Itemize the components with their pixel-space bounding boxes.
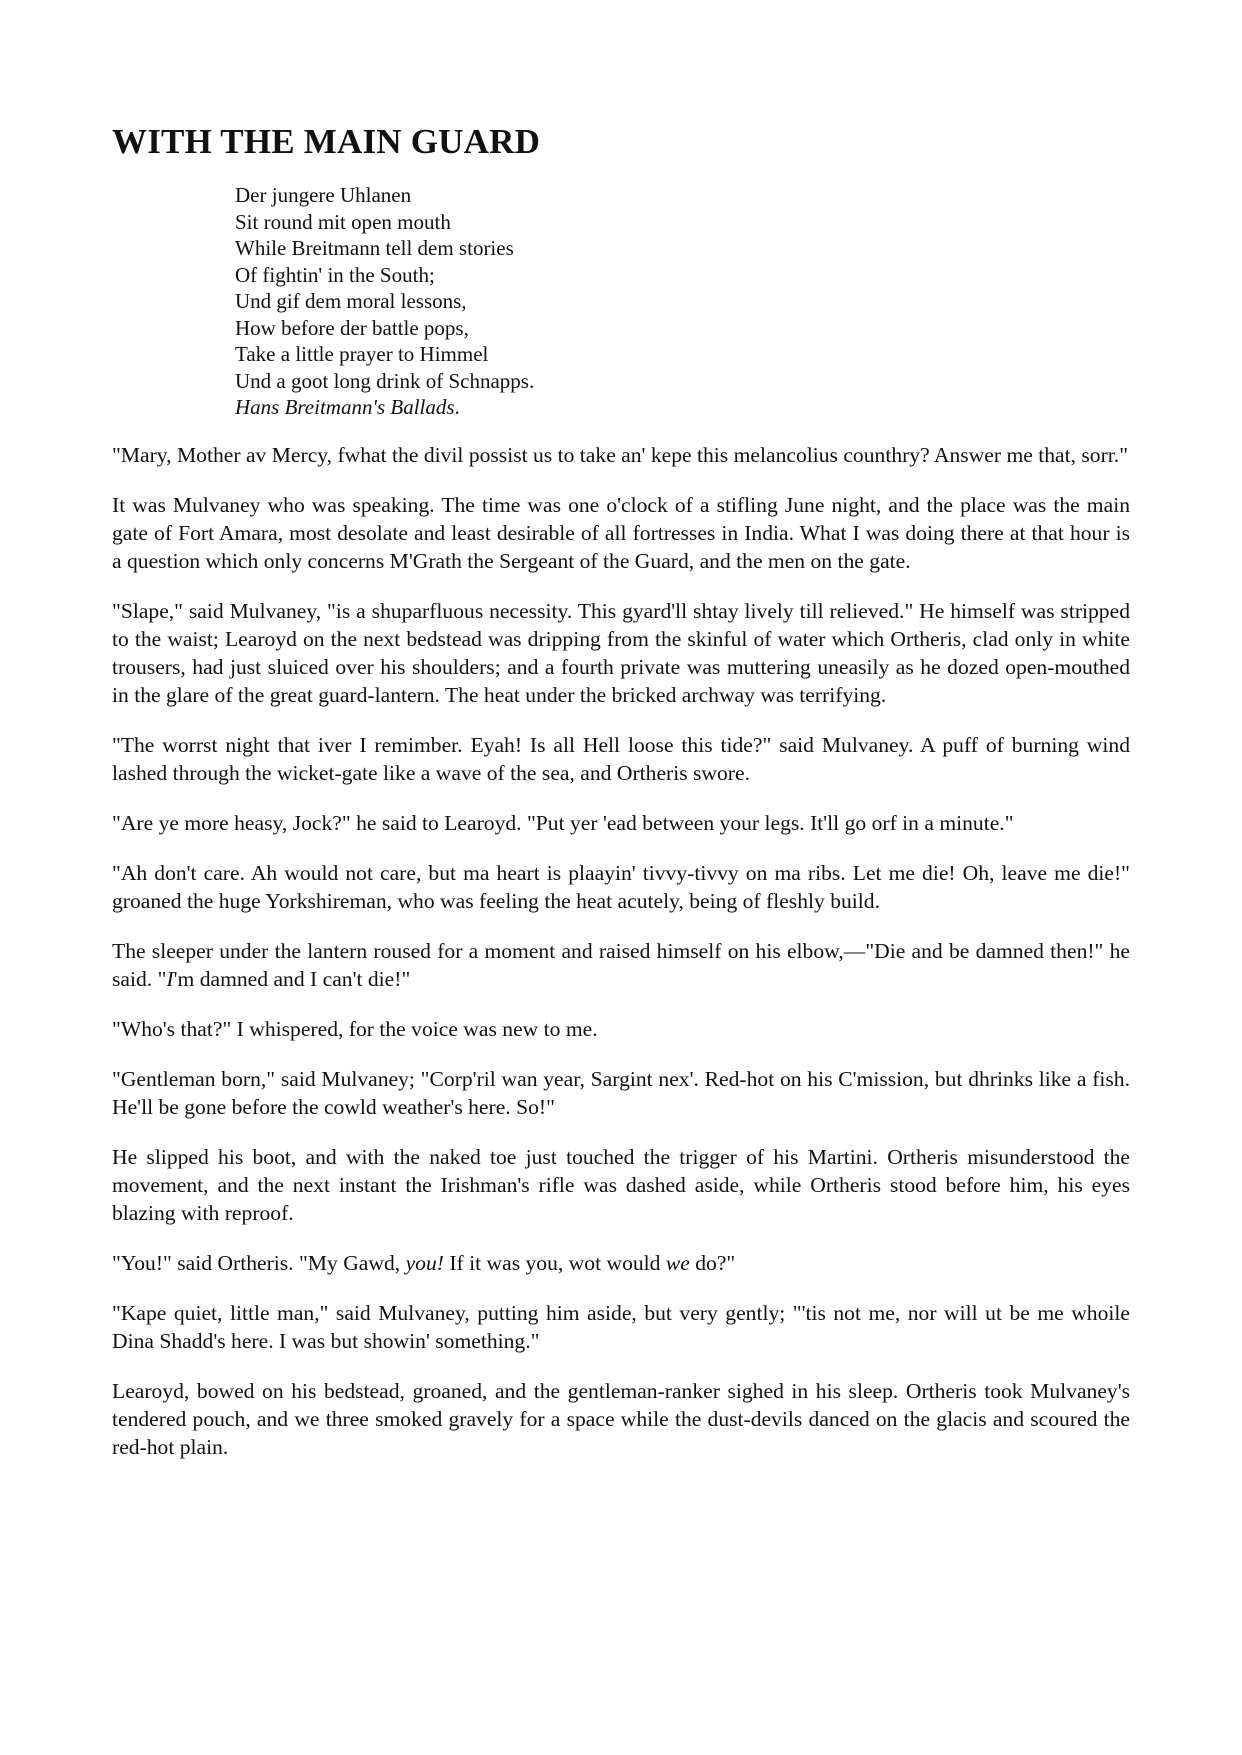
- paragraph: "Who's that?" I whispered, for the voice was new to me.: [112, 1016, 598, 1041]
- paragraph: "Slape," said Mulvaney, "is a shuparfluous necessity. This gyard'll shtay lively till relieved." He himself was stripped to the waist; Learoyd on the next bedstead was dripping from the skinful of water which Ortheris, clad only in white trousers, had just sluiced over his shoulders; and a fourth private was muttering uneasily as he dozed open-mouthed in the glare of the great guard-lantern. The heat under the bricked archway was terrifying.: [112, 598, 1130, 707]
- text-run: do?": [689, 1250, 736, 1275]
- text-run: "You!" said Ortheris. "My Gawd,: [112, 1250, 406, 1275]
- epigraph-source-line: [235, 394, 1130, 421]
- paragraph: He slipped his boot, and with the naked toe just touched the trigger of his Martini. Ortheris misunderstood the movement, and the next instant the Irishman's rifle was dashed aside, while Ortheris stood before him, his eyes blazing with reproof.: [112, 1144, 1130, 1225]
- epigraph-source-period: .: [454, 395, 460, 419]
- text-run: If it was you, wot would: [443, 1250, 666, 1275]
- epigraph-line: Take a little prayer to Himmel: [235, 342, 489, 366]
- paragraph: [112, 937, 1130, 993]
- paragraph: "The worrst night that iver I remimber. Eyah! Is all Hell loose this tide?" said Mulvaney. A puff of burning wind lashed through the wicket-gate like a wave of the sea, and Ortheris swore.: [112, 732, 1130, 785]
- paragraph: "Ah don't care. Ah would not care, but ma heart is plaayin' tivvy-tivvy on ma ribs. Let me die! Oh, leave me die!" groaned the huge Yorkshireman, who was feeling the heat acutely, being of fleshly build.: [112, 860, 1130, 913]
- paragraph: It was Mulvaney who was speaking. The time was one o'clock of a stifling June night, and the place was the main gate of Fort Amara, most desolate and least desirable of all fortresses in India. What I was doing there at that hour is a question which only concerns M'Grath the Sergeant of the Guard, and the men on the gate.: [112, 492, 1130, 573]
- text-run: The sleeper under the lantern roused for a moment and raised himself on his elbow,—"Die and be damned then!" he said. ": [112, 938, 1130, 991]
- paragraph: "Gentleman born," said Mulvaney; "Corp'ril wan year, Sargint nex'. Red-hot on his C'mission, but dhrinks like a fish. He'll be gone before the cowld weather's here. So!": [112, 1066, 1130, 1119]
- paragraph: "Mary, Mother av Mercy, fwhat the divil possist us to take an' kepe this melancolius counthry? Answer me that, sorr.": [112, 442, 1129, 467]
- text-run: 'm damned and I can't die!": [173, 966, 411, 991]
- epigraph-line: Und a goot long drink of Schnapps.: [235, 368, 535, 393]
- epigraph-line: Of fightin' in the South;: [235, 262, 435, 287]
- paragraph: "Are ye more heasy, Jock?" he said to Learoyd. "Put yer 'ead between your legs. It'll go orf in a minute.": [112, 810, 1014, 835]
- paragraph: Learoyd, bowed on his bedstead, groaned, and the gentleman-ranker sighed in his sleep. Ortheris took Mulvaney's tendered pouch, and we three smoked gravely for a space while the dust-devils danced on the glacis and scoured the red-hot plain.: [112, 1378, 1130, 1459]
- emphasis: I: [166, 966, 174, 991]
- emphasis: we: [665, 1250, 690, 1275]
- epigraph-line: Sit round mit open mouth: [235, 209, 451, 234]
- paragraph: [112, 1249, 1130, 1277]
- emphasis: you!: [405, 1250, 444, 1275]
- epigraph-source: Hans Breitmann's Ballads: [235, 395, 455, 419]
- body-text: [112, 441, 1130, 1461]
- paragraph: "Kape quiet, little man," said Mulvaney, putting him aside, but very gently; "'tis not me, nor will ut be me whoile Dina Shadd's here. I was but showin' something.": [112, 1300, 1130, 1353]
- epigraph-line: Der jungere Uhlanen: [235, 183, 412, 207]
- epigraph: [235, 182, 1130, 421]
- page-title: WITH THE MAIN GUARD: [112, 122, 541, 161]
- epigraph-line: While Breitmann tell dem stories: [235, 236, 514, 260]
- epigraph-line: Und gif dem moral lessons,: [235, 289, 467, 313]
- epigraph-line: How before der battle pops,: [235, 315, 469, 340]
- document-page: [112, 120, 1130, 1483]
